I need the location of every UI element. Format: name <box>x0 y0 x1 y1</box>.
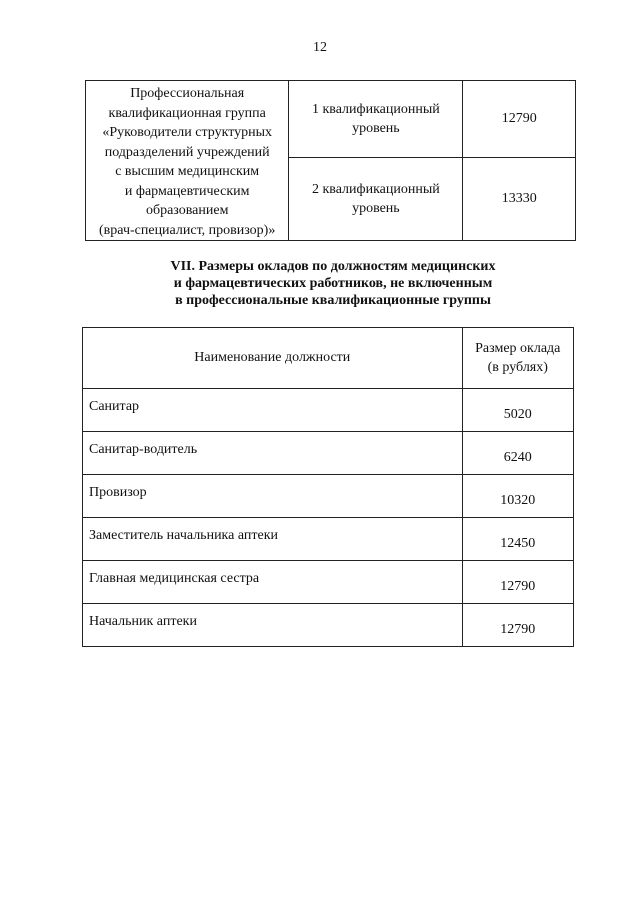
header-salary-line: Размер оклада <box>475 340 561 356</box>
qualification-group-name <box>86 81 289 241</box>
salary-value: 12790 <box>462 561 573 604</box>
group-name-line: подразделений учреждений <box>104 144 270 160</box>
salary-value: 13330 <box>463 158 576 241</box>
group-name-line: Профессиональная <box>130 86 245 101</box>
table-row <box>83 561 574 604</box>
table-row <box>83 518 574 561</box>
group-name-line: «Руководители структурных <box>102 125 273 140</box>
page-number: 12 <box>313 40 327 55</box>
table-row <box>83 475 574 518</box>
position-name: Провизор <box>83 475 463 518</box>
salary-value: 6240 <box>462 432 573 475</box>
qualification-level <box>289 81 463 158</box>
section-heading-line: и фармацевтических работников, не включенным <box>173 276 493 291</box>
table-header-row <box>83 328 574 389</box>
group-name-line: образованием <box>145 203 229 218</box>
salary-value: 12790 <box>462 604 573 647</box>
group-name-line: с высшим медицинским <box>115 164 260 179</box>
position-name: Заместитель начальника аптеки <box>83 518 463 561</box>
header-position-name: Наименование должности <box>83 328 463 389</box>
position-name: Санитар <box>83 389 463 432</box>
position-name: Санитар-водитель <box>83 432 463 475</box>
table-row <box>83 389 574 432</box>
header-salary-line: (в рублях) <box>487 360 548 375</box>
group-name-line: квалификационная группа <box>108 105 266 121</box>
position-name: Начальник аптеки <box>83 604 463 647</box>
level-line: 2 квалификационный <box>311 181 440 197</box>
level-line: уровень <box>352 201 400 216</box>
table-row <box>83 432 574 475</box>
section-heading-line: VII. Размеры окладов по должностям медицинских <box>170 259 496 274</box>
salary-value: 12450 <box>462 518 573 561</box>
qualification-level <box>289 158 463 241</box>
qualification-group-table <box>85 80 576 241</box>
positions-salary-table <box>82 327 574 647</box>
table-row <box>83 604 574 647</box>
section-heading-line: в профессиональные квалификационные группы <box>175 293 491 308</box>
group-name-line: (врач-специалист, провизор)» <box>99 222 276 238</box>
table-row <box>86 81 576 158</box>
salary-value: 5020 <box>462 389 573 432</box>
position-name: Главная медицинская сестра <box>83 561 463 604</box>
level-line: уровень <box>352 121 400 136</box>
group-name-line: и фармацевтическим <box>124 183 250 199</box>
section-heading <box>0 258 640 309</box>
header-salary <box>462 328 573 389</box>
level-line: 1 квалификационный <box>311 101 440 117</box>
salary-value: 12790 <box>463 81 576 158</box>
salary-value: 10320 <box>462 475 573 518</box>
